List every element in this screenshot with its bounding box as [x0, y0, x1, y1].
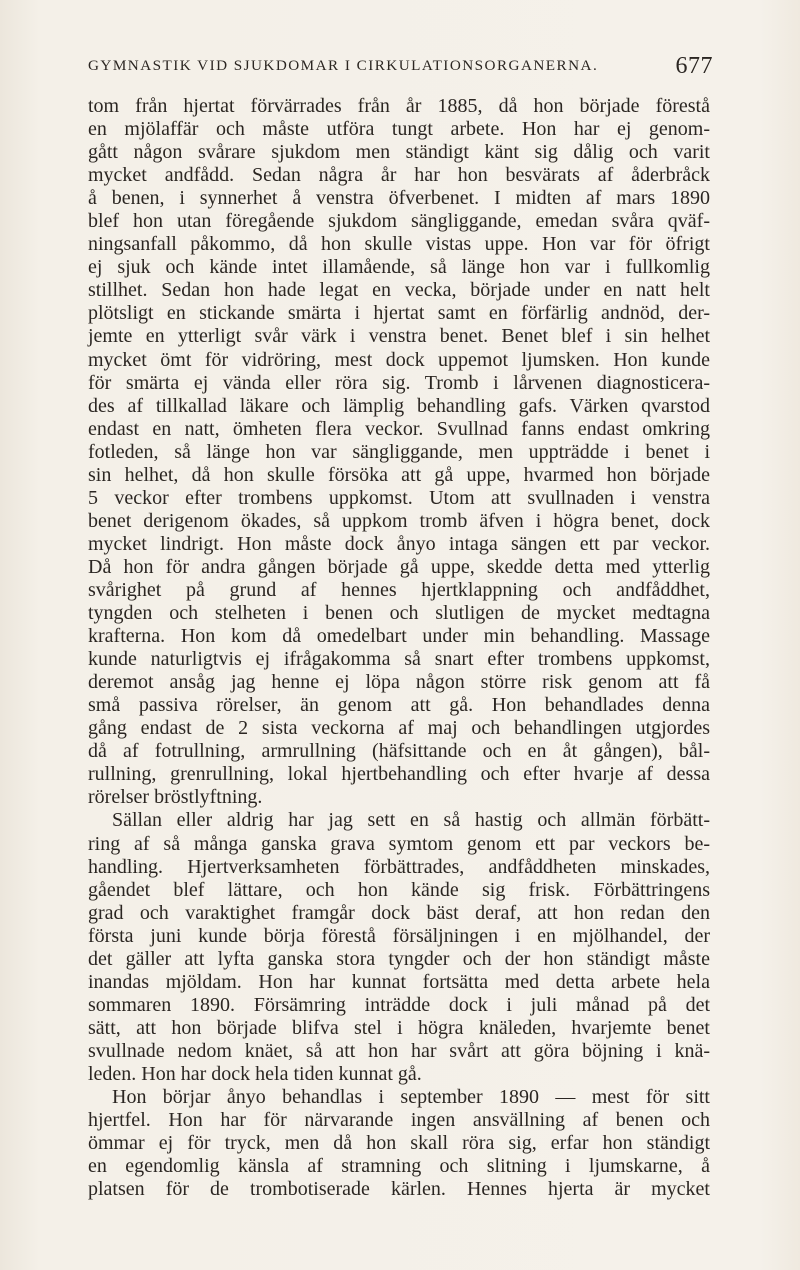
text-line: ring af så många ganska grava symtom genom ett par veckors be- — [88, 832, 710, 855]
paragraph-end-line: rörelser bröstlyftning. — [88, 786, 263, 809]
text-line: gång endast de 2 sista veckorna af maj och behandlingen utgjordes — [88, 717, 710, 740]
text-line: handling. Hjertverksamheten förbättrades, andfåddheten minskades, — [88, 855, 710, 878]
text-line: benet derigenom ökades, så uppkom tromb äfven i högra benet, dock — [88, 509, 710, 532]
text-line: plötsligt en stickande smärta i hjertat samt en förfärlig andnöd, der- — [88, 302, 710, 325]
text-line: en egendomlig känsla af stramning och slitning i ljumskarne, å — [88, 1155, 710, 1178]
text-line: gått någon svårare sjukdom men ständigt känt sig dålig och varit — [88, 141, 710, 164]
text-line: tom från hjertat förvärrades från år 1885, då hon började förestå — [88, 95, 710, 117]
text-line: sommaren 1890. Försämring inträdde dock i juli månad på det — [88, 993, 710, 1016]
paragraph-start-line: Sällan eller aldrig har jag sett en så hastig och allmän förbätt- — [112, 809, 710, 832]
text-line: des af tillkallad läkare och lämplig behandling gafs. Värken qvarstod — [88, 394, 710, 417]
text-line: det gäller att lyfta ganska stora tyngder och der hon ständigt måste — [88, 947, 710, 970]
text-line: ej sjuk och kände intet illamående, så länge hon var i fullkomlig — [88, 256, 710, 279]
text-line: endast en natt, ömheten flera veckor. Svullnad fanns endast omkring — [88, 417, 710, 440]
text-line: små passiva rörelser, än genom att gå. Hon behandlades denna — [88, 694, 710, 717]
text-line: sin helhet, då hon skulle försöka att gå uppe, hvarmed hon började — [88, 463, 710, 486]
text-line: fotleden, så länge hon var sängliggande, men uppträdde i benet i — [88, 440, 710, 463]
text-line: ömmar ej för tryck, men då hon skall röra sig, erfar hon ständigt — [88, 1132, 710, 1155]
text-line: sätt, att hon började blifva stel i högra knäleden, hvarjemte benet — [88, 1016, 710, 1039]
running-title: GYMNASTIK VID SJUKDOMAR I CIRKULATIONSORGANERNA. — [88, 57, 599, 74]
text-line: ningsanfall påkommo, då hon skulle vistas uppe. Hon var för öfrigt — [88, 233, 710, 256]
text-line: då af fotrullning, armrullning (häfsittande och en åt gången), bål- — [88, 740, 710, 763]
text-line: för smärta ej vända eller röra sig. Tromb i lårvenen diagnosticera- — [88, 371, 710, 394]
text-line: första juni kunde börja förestå försäljningen i en mjölhandel, der — [88, 924, 710, 947]
text-line: å benen, i synnerhet å venstra öfverbenet. I midten af mars 1890 — [88, 187, 710, 210]
text-line: en mjölaffär och måste utföra tungt arbete. Hon har ej genom- — [88, 118, 710, 141]
text-line: rullning, grenrullning, lokal hjertbehandling och efter hvarje af dessa — [88, 763, 710, 786]
page-number: 677 — [675, 53, 713, 79]
running-header — [88, 53, 713, 85]
text-line: 5 veckor efter trombens uppkomst. Utom att svullnaden i venstra — [88, 486, 710, 509]
text-line: blef hon utan föregående sjukdom sängliggande, emedan svåra qväf- — [88, 210, 710, 233]
text-line: kunde naturligtvis ej ifrågakomma så snart efter trombens uppkomst, — [88, 648, 710, 671]
paragraph-end-line: leden. Hon har dock hela tiden kunnat gå. — [88, 1062, 422, 1085]
text-line: hjertfel. Hon har för närvarande ingen ansvällning af benen och — [88, 1109, 710, 1132]
text-line: inandas mjöldam. Hon har kunnat fortsätta med detta arbete hela — [88, 970, 710, 993]
text-line: svårighet på grund af hennes hjertklappning och andfåddhet, — [88, 578, 710, 601]
text-line: mycket ömt för vidröring, mest dock uppemot ljumsken. Hon kunde — [88, 348, 710, 371]
text-line: grad och varaktighet framgår dock bäst deraf, att hon redan den — [88, 901, 710, 924]
text-line: svullnade nedom knäet, så att hon har svårt att göra böjning i knä- — [88, 1039, 710, 1062]
text-line: gåendet blef lättare, och hon kände sig frisk. Förbättringens — [88, 878, 710, 901]
text-line: deremot ansåg jag henne ej löpa någon större risk genom att få — [88, 671, 710, 694]
text-line: jemte en ytterligt svår värk i venstra benet. Benet blef i sin helhet — [88, 325, 710, 348]
text-line: tyngden och stelheten i benen och slutligen de mycket medtagna — [88, 602, 710, 625]
text-line: Då hon för andra gången började gå uppe, skedde detta med ytterlig — [88, 555, 710, 578]
text-line: mycket lindrigt. Hon måste dock ånyo intaga sängen ett par veckor. — [88, 532, 710, 555]
text-line: krafterna. Hon kom då omedelbart under min behandling. Massage — [88, 625, 710, 648]
text-line: platsen för de trombotiserade kärlen. Hennes hjerta är mycket — [88, 1178, 710, 1201]
paragraph-start-line: Hon börjar ånyo behandlas i september 1890 — mest för sitt — [112, 1086, 710, 1109]
text-line: mycket andfådd. Sedan några år har hon besvärats af åderbråck — [88, 164, 710, 187]
body-text — [88, 95, 710, 1201]
text-line: stillhet. Sedan hon hade legat en vecka, började under en natt helt — [88, 279, 710, 302]
